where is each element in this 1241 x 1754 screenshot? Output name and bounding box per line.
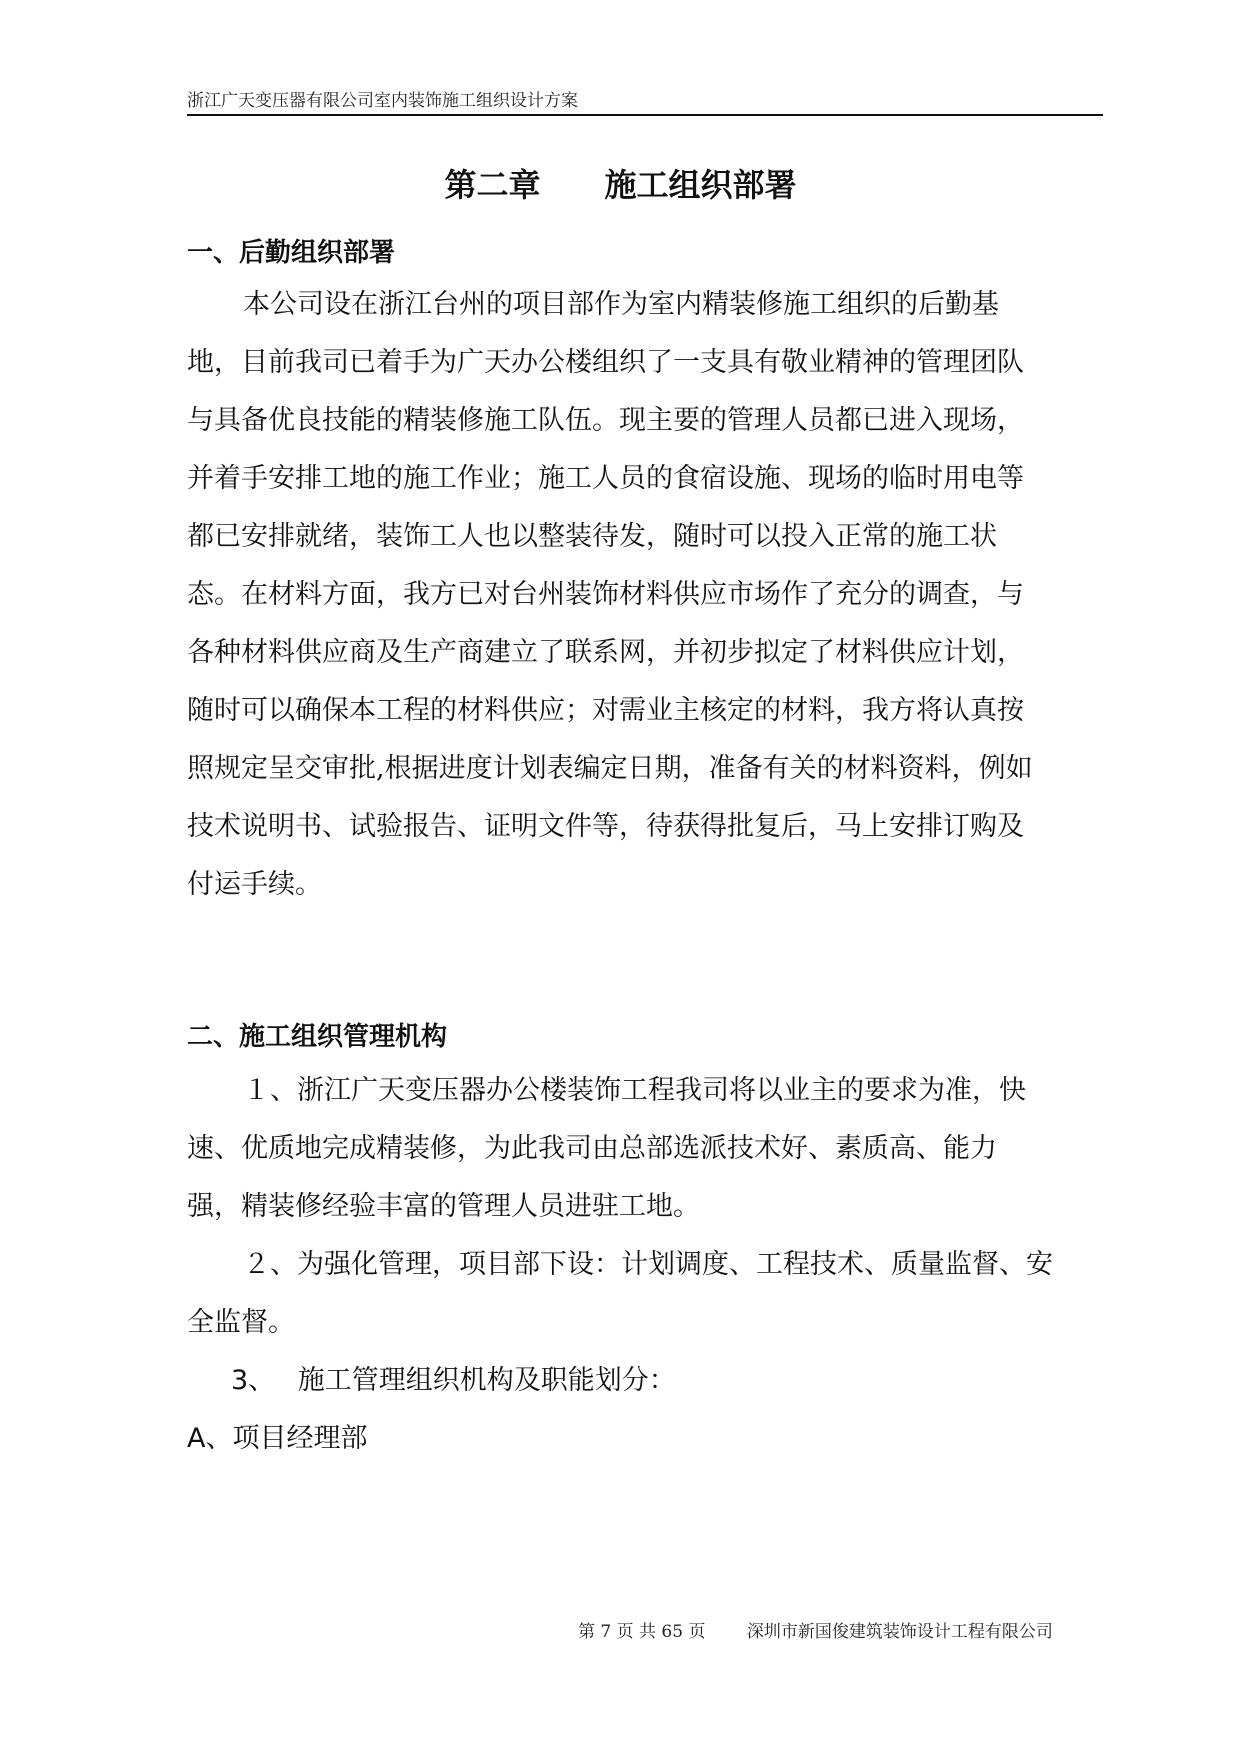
paragraph-line: 地，目前我司已着手为广天办公楼组织了一支具有敬业精神的管理团队 [187,347,1024,378]
paragraph-line: 强，精装修经验丰富的管理人员进驻工地。 [187,1191,700,1222]
paragraph-line: 并着手安排工地的施工作业；施工人员的食宿设施、现场的临时用电等 [187,463,1024,494]
paragraph-line: 技术说明书、试验报告、证明文件等，待获得批复后，马上安排订购及 [187,811,1024,842]
paragraph-line: 随时可以确保本工程的材料供应；对需业主核定的材料，我方将认真按 [187,695,1024,726]
paragraph-line: 速、优质地完成精装修，为此我司由总部选派技术好、素质高、能力 [187,1133,997,1164]
header-title: 浙江广天变压器有限公司室内装饰施工组织设计方案 [187,91,578,111]
paragraph-line: 全监督。 [187,1307,295,1338]
list-item-text: 施工管理组织机构及职能划分： [297,1365,676,1396]
section-heading-management: 二、施工组织管理机构 [187,1022,448,1052]
page-header [187,84,1103,116]
sub-list-text: 项目经理部 [232,1423,368,1454]
paragraph-line: 态。在材料方面，我方已对台州装饰材料供应市场作了充分的调查，与 [187,579,1024,610]
paragraph-line: 照规定呈交审批,根据进度计划表编定日期，准备有关的材料资料，例如 [187,753,1033,784]
page-number: 第 7 页 共 65 页 [578,1622,706,1642]
footer-company: 深圳市新国俊建筑装饰设计工程有限公司 [746,1622,1053,1642]
paragraph-line: 与具备优良技能的精装修施工队伍。现主要的管理人员都已进入现场， [187,405,1024,436]
sub-list-item-a [187,1425,367,1452]
paragraph-line: 都已安排就绪，装饰工人也以整装待发，随时可以投入正常的施工状 [187,521,997,552]
paragraph-line: 本公司设在浙江台州的项目部作为室内精装修施工组织的后勤基 [243,289,999,320]
paragraph-line: 付运手续。 [187,869,322,900]
page-footer [578,1617,1053,1642]
paragraph-line: ２、为强化管理，项目部下设：计划调度、工程技术、质量监督、安 [243,1249,1053,1280]
paragraph-line: １、浙江广天变压器办公楼装饰工程我司将以业主的要求为准，快 [243,1075,1026,1106]
list-item-number: 3、 [231,1365,276,1396]
section-heading-logistics: 一、后勤组织部署 [187,238,396,268]
sub-list-letter: A、 [187,1423,233,1454]
paragraph-line: 各种材料供应商及生产商建立了联系网，并初步拟定了材料供应计划， [187,637,1024,668]
chapter-title: 第二章 施工组织部署 [444,166,797,204]
list-item-3 [231,1367,676,1394]
